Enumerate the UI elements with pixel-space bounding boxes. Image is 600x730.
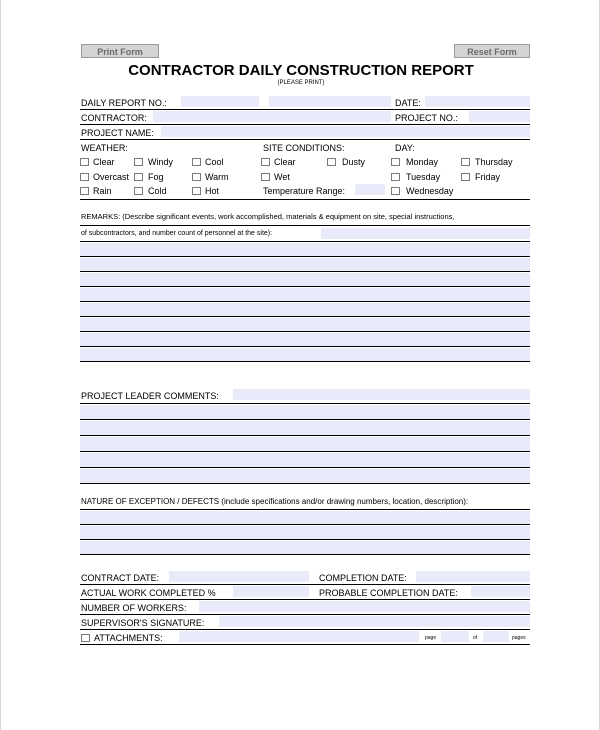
actual-work-label: ACTUAL WORK COMPLETED %	[81, 588, 216, 598]
of-label: of	[473, 635, 478, 641]
rule	[80, 124, 530, 125]
report-no-extra-field[interactable]	[269, 96, 391, 107]
day-option-label: Wednesday	[406, 186, 454, 196]
writing-line-fill[interactable]	[80, 243, 530, 256]
attachments-checkbox[interactable]	[81, 634, 90, 642]
writing-line-fill[interactable]	[80, 511, 530, 524]
writing-line	[80, 256, 530, 257]
weather-option-label: Clear	[93, 157, 115, 167]
writing-line	[80, 451, 530, 452]
report-no-label: DAILY REPORT NO.:	[81, 98, 167, 108]
day-thursday-checkbox[interactable]	[461, 158, 470, 166]
writing-line-fill[interactable]	[80, 348, 530, 361]
day-option-label: Tuesday	[406, 172, 441, 182]
supervisor-signature-field[interactable]	[219, 616, 530, 627]
writing-line	[80, 435, 530, 436]
project-leader-label: PROJECT LEADER COMMENTS:	[81, 391, 219, 401]
weather-cool-checkbox[interactable]	[192, 158, 201, 166]
writing-line	[80, 524, 530, 525]
project-no-field[interactable]	[469, 111, 530, 122]
weather-windy-checkbox[interactable]	[134, 158, 143, 166]
weather-option-label: Cold	[148, 186, 167, 196]
writing-line-fill[interactable]	[80, 526, 530, 539]
writing-line-fill[interactable]	[80, 318, 530, 331]
weather-option-label: Rain	[93, 186, 112, 196]
contract-date-label: CONTRACT DATE:	[81, 573, 160, 583]
site-option-label: Clear	[274, 157, 296, 167]
page-label: page	[425, 635, 437, 641]
project-name-field[interactable]	[161, 126, 530, 137]
day-monday-checkbox[interactable]	[391, 158, 400, 166]
temperature-range-field[interactable]	[355, 184, 385, 195]
writing-line	[80, 271, 530, 272]
writing-line	[80, 361, 530, 362]
temperature-range-label: Temperature Range:	[263, 186, 346, 196]
actual-work-field[interactable]	[233, 586, 309, 597]
writing-line-fill[interactable]	[80, 333, 530, 346]
supervisor-signature-label: SUPERVISOR'S SIGNATURE:	[81, 618, 205, 628]
writing-line-fill[interactable]	[80, 273, 530, 286]
attachments-field[interactable]	[179, 631, 419, 642]
workers-field[interactable]	[199, 601, 530, 612]
weather-option-label: Cool	[205, 157, 224, 167]
form-title: CONTRACTOR DAILY CONSTRUCTION REPORT	[128, 62, 474, 79]
project-no-label: PROJECT NO.:	[395, 113, 458, 123]
remarks-label: REMARKS: (Describe significant events, work accomplished, materials & equipment on site, special instructions,	[81, 212, 455, 221]
remarks-first-line-field[interactable]	[321, 228, 530, 239]
weather-overcast-checkbox[interactable]	[80, 173, 89, 181]
writing-line	[80, 539, 530, 540]
contract-date-field[interactable]	[169, 571, 309, 582]
writing-line	[80, 301, 530, 302]
weather-option-label: Windy	[148, 157, 174, 167]
writing-line	[80, 286, 530, 287]
probable-completion-field[interactable]	[471, 586, 530, 597]
probable-completion-label: PROBABLE COMPLETION DATE:	[319, 588, 458, 598]
rule	[80, 225, 530, 226]
completion-date-field[interactable]	[416, 571, 530, 582]
writing-line	[80, 419, 530, 420]
weather-option-label: Fog	[148, 172, 164, 182]
weather-option-label: Overcast	[93, 172, 130, 182]
reset-form-button[interactable]: Reset Form	[454, 44, 530, 58]
site-option-label: Dusty	[342, 157, 366, 167]
date-label: DATE:	[395, 98, 421, 108]
rule	[80, 599, 530, 600]
site-conditions-label: SITE CONDITIONS:	[263, 143, 345, 153]
writing-line-fill[interactable]	[80, 405, 530, 419]
project-leader-field[interactable]	[80, 404, 530, 484]
writing-line-fill[interactable]	[80, 469, 530, 483]
weather-warm-checkbox[interactable]	[192, 173, 201, 181]
rule	[80, 109, 530, 110]
day-label: DAY:	[395, 143, 415, 153]
remarks-label-cont: of subcontractors, and number count of personnel at the site):	[81, 230, 273, 237]
rule	[80, 629, 530, 630]
weather-option-label: Warm	[205, 172, 229, 182]
writing-line-fill[interactable]	[80, 421, 530, 435]
rule	[80, 584, 530, 585]
exception-field[interactable]	[80, 510, 530, 568]
contractor-field[interactable]	[153, 111, 391, 122]
weather-option-label: Hot	[205, 186, 220, 196]
weather-label: WEATHER:	[81, 143, 128, 153]
site-wet-checkbox-box[interactable]	[261, 173, 270, 181]
site-dusty-checkbox[interactable]	[327, 158, 336, 166]
page-number-field[interactable]	[441, 631, 469, 642]
day-wednesday-checkbox[interactable]	[391, 187, 400, 195]
day-friday-checkbox[interactable]	[461, 173, 470, 181]
date-field[interactable]	[425, 96, 530, 107]
contractor-label: CONTRACTOR:	[81, 113, 147, 123]
day-option-label: Thursday	[475, 157, 513, 167]
rule	[80, 199, 530, 200]
writing-line	[80, 554, 530, 555]
project-leader-first-field[interactable]	[233, 389, 530, 400]
weather-clear-checkbox[interactable]	[80, 158, 89, 166]
writing-line-fill[interactable]	[80, 541, 530, 554]
writing-line	[80, 316, 530, 317]
writing-line-fill[interactable]	[80, 303, 530, 316]
day-option-label: Friday	[475, 172, 501, 182]
completion-date-label: COMPLETION DATE:	[319, 573, 407, 583]
day-option-label: Monday	[406, 157, 439, 167]
writing-line	[80, 467, 530, 468]
writing-line-fill[interactable]	[80, 437, 530, 451]
site-clear-checkbox[interactable]	[261, 158, 270, 166]
pages-label: pages	[512, 635, 526, 641]
project-name-label: PROJECT NAME:	[81, 128, 154, 138]
weather-hot-checkbox[interactable]	[192, 187, 201, 195]
writing-line	[80, 331, 530, 332]
form-subtitle: (PLEASE PRINT)	[277, 80, 325, 86]
weather-cold-checkbox[interactable]	[134, 187, 143, 195]
exception-label: NATURE OF EXCEPTION / DEFECTS (include specifications and/or drawing numbers, location, description):	[81, 497, 469, 506]
writing-line-fill[interactable]	[80, 453, 530, 467]
weather-fog-checkbox[interactable]	[134, 173, 143, 181]
writing-line-fill[interactable]	[80, 288, 530, 301]
attachments-label: ATTACHMENTS:	[94, 633, 163, 643]
rule	[80, 139, 530, 140]
page-total-field[interactable]	[483, 631, 509, 642]
rule	[80, 614, 530, 615]
report-no-field[interactable]	[181, 96, 259, 107]
writing-line-fill[interactable]	[80, 258, 530, 271]
workers-label: NUMBER OF WORKERS:	[81, 603, 187, 613]
rule	[80, 644, 530, 645]
weather-rain-checkbox[interactable]	[80, 187, 89, 195]
site-option-label: Wet	[274, 172, 290, 182]
print-form-button[interactable]: Print Form	[81, 44, 159, 58]
remarks-field[interactable]	[80, 242, 530, 375]
writing-line	[80, 483, 530, 484]
writing-line	[80, 346, 530, 347]
day-tuesday-checkbox[interactable]	[391, 173, 400, 181]
